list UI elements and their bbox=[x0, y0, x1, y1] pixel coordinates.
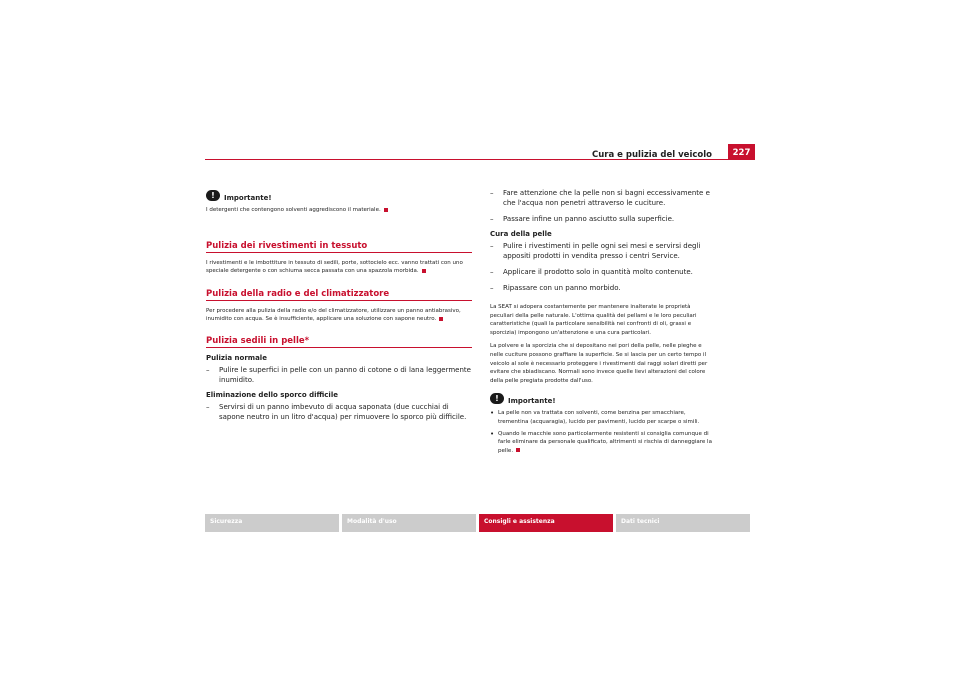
tab-consigli-e-assistenza[interactable]: Consigli e assistenza bbox=[479, 514, 613, 532]
list-item: – Fare attenzione che la pelle non si bagni eccessivamente e che l'acqua non penetri attraverso le cuciture. bbox=[490, 189, 710, 207]
list-item: – Pulire i rivestimenti in pelle ogni sei mesi e servirsi degli appositi prodotti in vendita presso i centri Service. bbox=[490, 242, 701, 260]
right-column bbox=[490, 188, 715, 455]
section-heading-fabric: Pulizia dei rivestimenti in tessuto bbox=[206, 241, 472, 253]
list-item: – Ripassare con un panno morbido. bbox=[490, 284, 621, 292]
warning-title: Importante! bbox=[508, 397, 556, 406]
section-text-radio: Per procedere alla pulizia della radio e/o del climatizzatore, utilizzare un panno antiabrasivo, inumidito con acqua. Se è insufficiente, applicare una soluzione con sapone neutro. bbox=[206, 307, 461, 323]
red-square-icon bbox=[516, 448, 520, 452]
red-square-icon bbox=[384, 208, 388, 212]
list-item: – Pulire le superfici in pelle con un panno di cotone o di lana leggermente inumidito. bbox=[206, 365, 471, 384]
paragraph: La polvere e la sporcizia che si depositano nei pori della pelle, nelle pieghe e nelle cuciture possono graffiare la superficie. Se si lascia per un certo tempo il veicolo al sole è necessario proteggere i rivestimenti dai raggi solari diretti per evitare che sbiadiscano. Normali sono invece quelle lievi alterazioni del colore della pelle pregiata prodotte dall'uso. bbox=[490, 343, 708, 384]
warning-bullet: • La pelle non va trattata con solventi, come benzina per smacchiare, trementina (acquaragia), lucido per pavimenti, lucido per scarpe o simili. bbox=[490, 409, 700, 425]
list-item: – Servirsi di un panno imbevuto di acqua saponata (due cucchiai di sapone neutro in un litro d'acqua) per rimuovere lo sporco più difficile. bbox=[206, 402, 467, 421]
tab-dati-tecnici[interactable]: Dati tecnici bbox=[616, 514, 750, 532]
left-column bbox=[206, 188, 472, 428]
warning-header bbox=[490, 391, 715, 405]
section-heading-leather: Pulizia sedili in pelle* bbox=[206, 336, 472, 348]
section-heading-radio: Pulizia della radio e del climatizzatore bbox=[206, 289, 472, 301]
list-item: – Passare infine un panno asciutto sulla superficie. bbox=[490, 215, 675, 223]
page-header-title: Cura e pulizia del veicolo bbox=[592, 150, 712, 160]
warning-bullet: • Quando le macchie sono particolarmente resistenti si consiglia comunque di farle eliminare da personale qualificato, altrimenti si rischia di danneggiare la pelle. bbox=[490, 429, 712, 454]
warning-header bbox=[206, 188, 472, 202]
warning-title: Importante! bbox=[224, 194, 272, 202]
red-square-icon bbox=[439, 317, 443, 321]
exclamation-icon: ! bbox=[490, 393, 504, 404]
list-item: – Applicare il prodotto solo in quantità molto contenute. bbox=[490, 268, 693, 276]
paragraph: La SEAT si adopera costantemente per mantenere inalterate le proprietà peculiari della pelle naturale. L'ottima qualità dei pellami e le loro peculiari caratteristiche (quali la particolare sensibilità nei confronti di oli, grassi e sporcizia) impongono un'attenzione e una cura particolari. bbox=[490, 304, 697, 336]
footer-tabs bbox=[205, 514, 750, 532]
page-number: 227 bbox=[728, 144, 755, 160]
exclamation-icon: ! bbox=[206, 190, 220, 201]
subheading-normal-cleaning: Pulizia normale bbox=[206, 353, 267, 362]
section-text-fabric: I rivestimenti e le imbottiture in tessuto di sedili, porte, sottocielo ecc. vanno trattati con uno speciale detergente o con schiuma secca passata con una spazzola morbida. bbox=[206, 259, 463, 275]
red-square-icon bbox=[422, 269, 426, 273]
warning-text: I detergenti che contengono solventi aggrediscono il materiale. bbox=[206, 206, 472, 215]
subheading-leather-care: Cura della pelle bbox=[490, 230, 552, 238]
tab-modalita-duso[interactable]: Modalità d'uso bbox=[342, 514, 476, 532]
tab-sicurezza[interactable]: Sicurezza bbox=[205, 514, 339, 532]
subheading-stain-removal: Eliminazione dello sporco difficile bbox=[206, 390, 338, 399]
